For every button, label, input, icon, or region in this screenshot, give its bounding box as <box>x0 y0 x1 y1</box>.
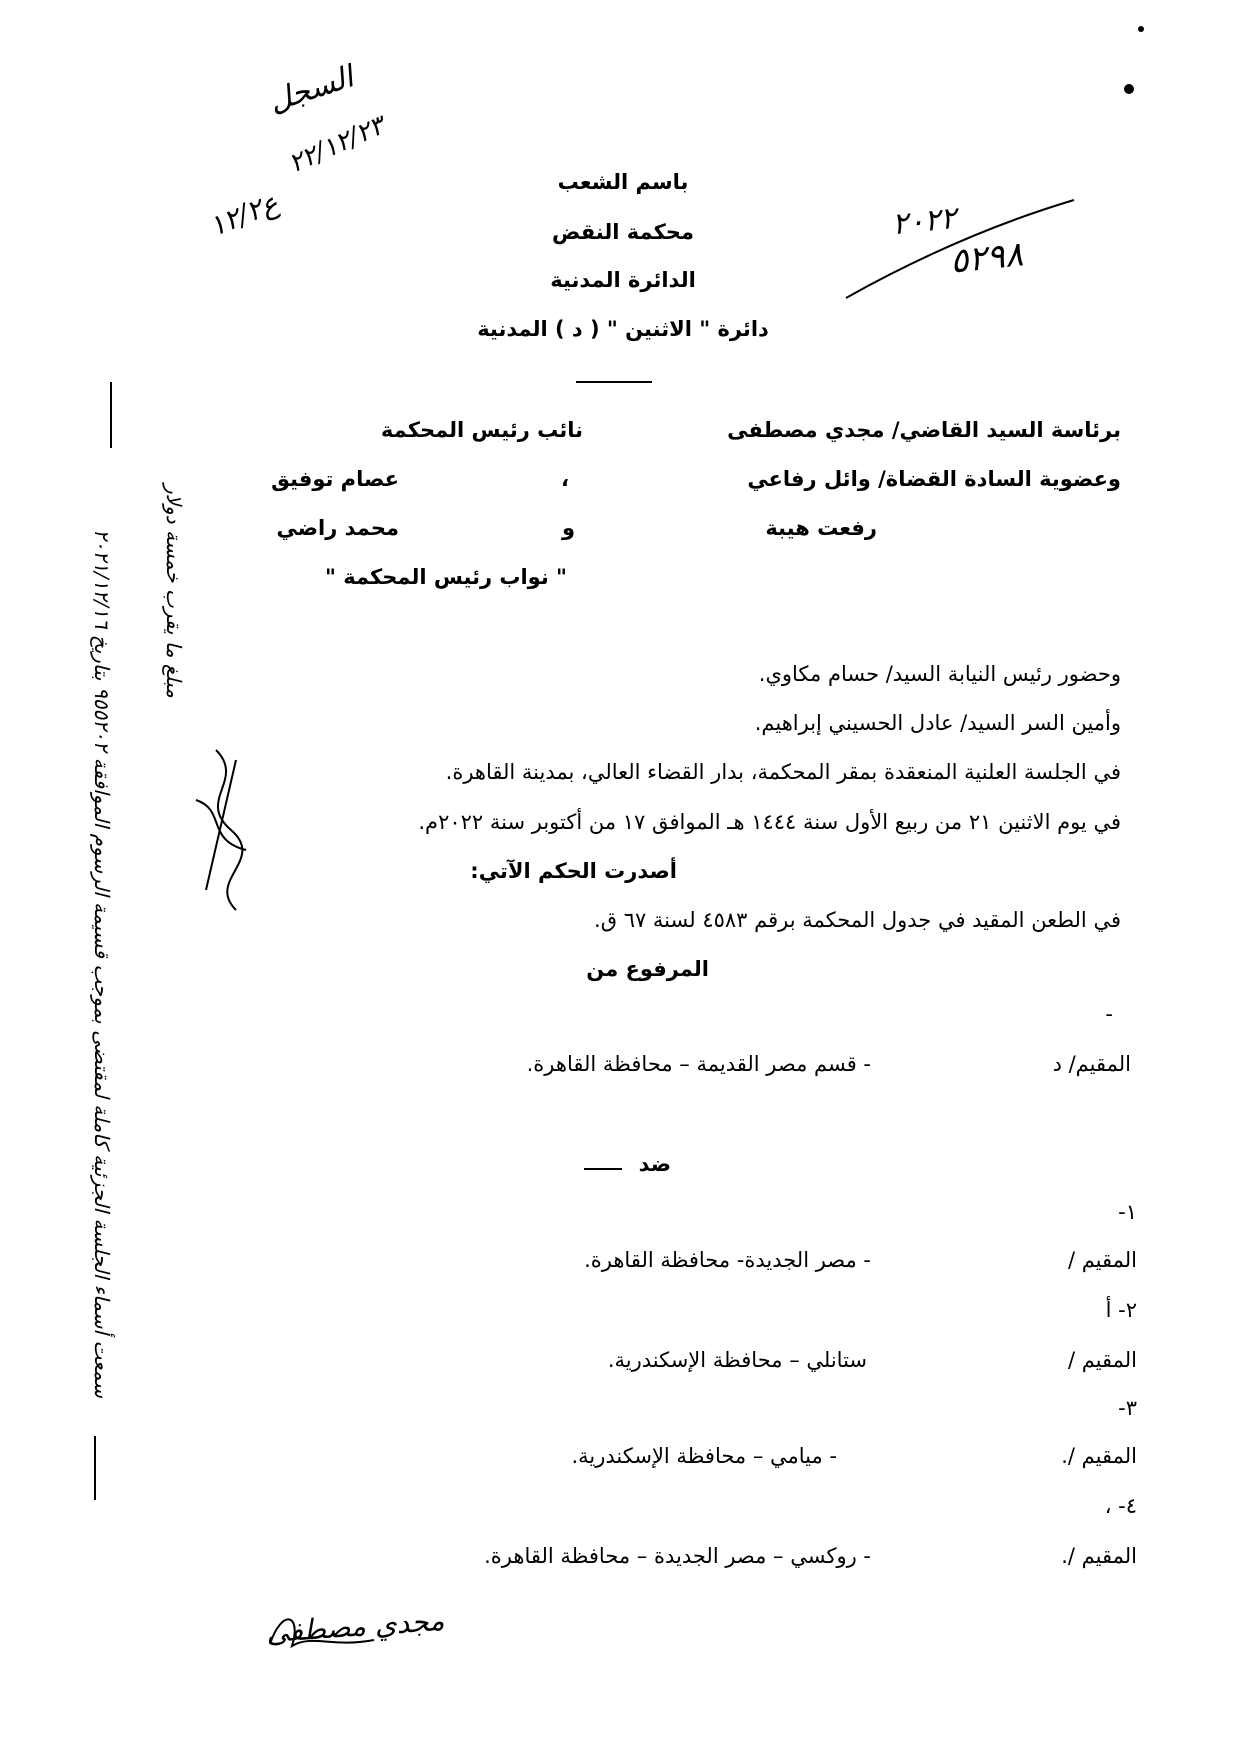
scan-mark-dot <box>1124 84 1134 94</box>
handwritten-strike-line <box>840 194 1080 304</box>
member-judge-4: محمد راضي <box>276 516 399 540</box>
handwritten-ref-note: ع١٢/٢ <box>204 185 283 244</box>
respondent-label: المقيم /. <box>1061 1444 1137 1468</box>
clerk-line: وأمين السر السيد/ عادل الحسيني إبراهيم. <box>754 711 1121 735</box>
respondent-address: - روكسي – مصر الجديدة – محافظة القاهرة. <box>484 1544 871 1568</box>
respondent-address: - مصر الجديدة- محافظة القاهرة. <box>584 1248 871 1272</box>
margin-handwritten-amount: مبلغ ما يقرب خمسة دولار <box>162 484 186 698</box>
respondent-label: المقيم / <box>1067 1248 1137 1272</box>
respondent-number: ١- <box>1118 1200 1137 1224</box>
margin-bottom-rule <box>94 1436 96 1500</box>
respondent-address: ستانلي – محافظة الإسكندرية. <box>607 1348 867 1372</box>
presiding-title: نائب رئيس المحكمة <box>380 418 583 442</box>
header-divider <box>576 381 652 383</box>
conjunction: و <box>561 516 575 540</box>
respondent-number: ٣- <box>1118 1396 1137 1420</box>
member-judge-1: وعضوية السادة القضاة/ وائل رفاعي <box>747 467 1121 491</box>
presiding-judge: برئاسة السيد القاضي/ مجدي مصطفى <box>727 418 1121 442</box>
header-title: باسم الشعب <box>557 170 689 194</box>
member-judge-3: رفعت هيبة <box>765 516 877 540</box>
margin-handwritten-note: سمعت أسماء الجلسة الجزئية كاملة لمقتضى بموجب قسيمة الرسوم الموافقة ٩٥٥٢٠٢ بتاريخ ٢٠٢١/١٢/١٦ <box>90 529 114 1398</box>
division-name: الدائرة المدنية <box>550 268 696 292</box>
appellant-label: المقيم/ د <box>1052 1052 1131 1076</box>
member-judge-2: عصام توفيق <box>271 467 399 491</box>
circuit-name: دائرة " الاثنين " ( د ) المدنية <box>477 317 769 341</box>
margin-signature <box>176 740 266 920</box>
respondent-number: ٢- أ <box>1105 1298 1137 1322</box>
handwritten-file-number: ٥٢٩٨ <box>948 234 1025 282</box>
session-line: في الجلسة العلنية المنعقدة بمقر المحكمة، بدار القضاء العالي، بمدينة القاهرة. <box>445 760 1121 784</box>
panel-caption: " نواب رئيس المحكمة " <box>324 565 567 589</box>
prosecutor-line: وحضور رئيس النيابة السيد/ حسام مكاوي. <box>758 662 1121 686</box>
handwritten-registry-note: السجل <box>264 59 358 120</box>
bottom-signature: مجدي مصطفى <box>265 1603 446 1650</box>
case-number-line: في الطعن المقيد في جدول المحكمة برقم ٤٥٨٣ لسنة ٦٧ ق. <box>594 908 1121 932</box>
date-line: في يوم الاثنين ٢١ من ربيع الأول سنة ١٤٤٤ هـ الموافق ١٧ من أكتوبر سنة ٢٠٢٢م. <box>418 810 1121 834</box>
respondent-number: ٤- ، <box>1104 1494 1137 1518</box>
dash-marker: - <box>1105 1002 1113 1026</box>
filed-by-heading: المرفوع من <box>586 957 709 981</box>
separator-comma: ، <box>561 467 569 491</box>
bottom-signature-flourish <box>262 1604 382 1660</box>
against-heading: ضد <box>638 1152 671 1176</box>
respondent-address: - ميامي – محافظة الإسكندرية. <box>571 1444 837 1468</box>
against-underline <box>584 1168 622 1170</box>
respondent-label: المقيم /. <box>1061 1544 1137 1568</box>
ruling-heading: أصدرت الحكم الآتي: <box>470 859 677 883</box>
appellant-address: - قسم مصر القديمة – محافظة القاهرة. <box>526 1052 871 1076</box>
handwritten-year: ٢٠٢٢ <box>890 200 959 243</box>
respondent-label: المقيم / <box>1067 1348 1137 1372</box>
scan-mark-dot <box>1138 26 1144 32</box>
handwritten-date-note: ٢٢/١٢/٢٣ <box>284 110 390 180</box>
court-name: محكمة النقض <box>552 220 694 244</box>
margin-top-rule <box>110 382 112 448</box>
